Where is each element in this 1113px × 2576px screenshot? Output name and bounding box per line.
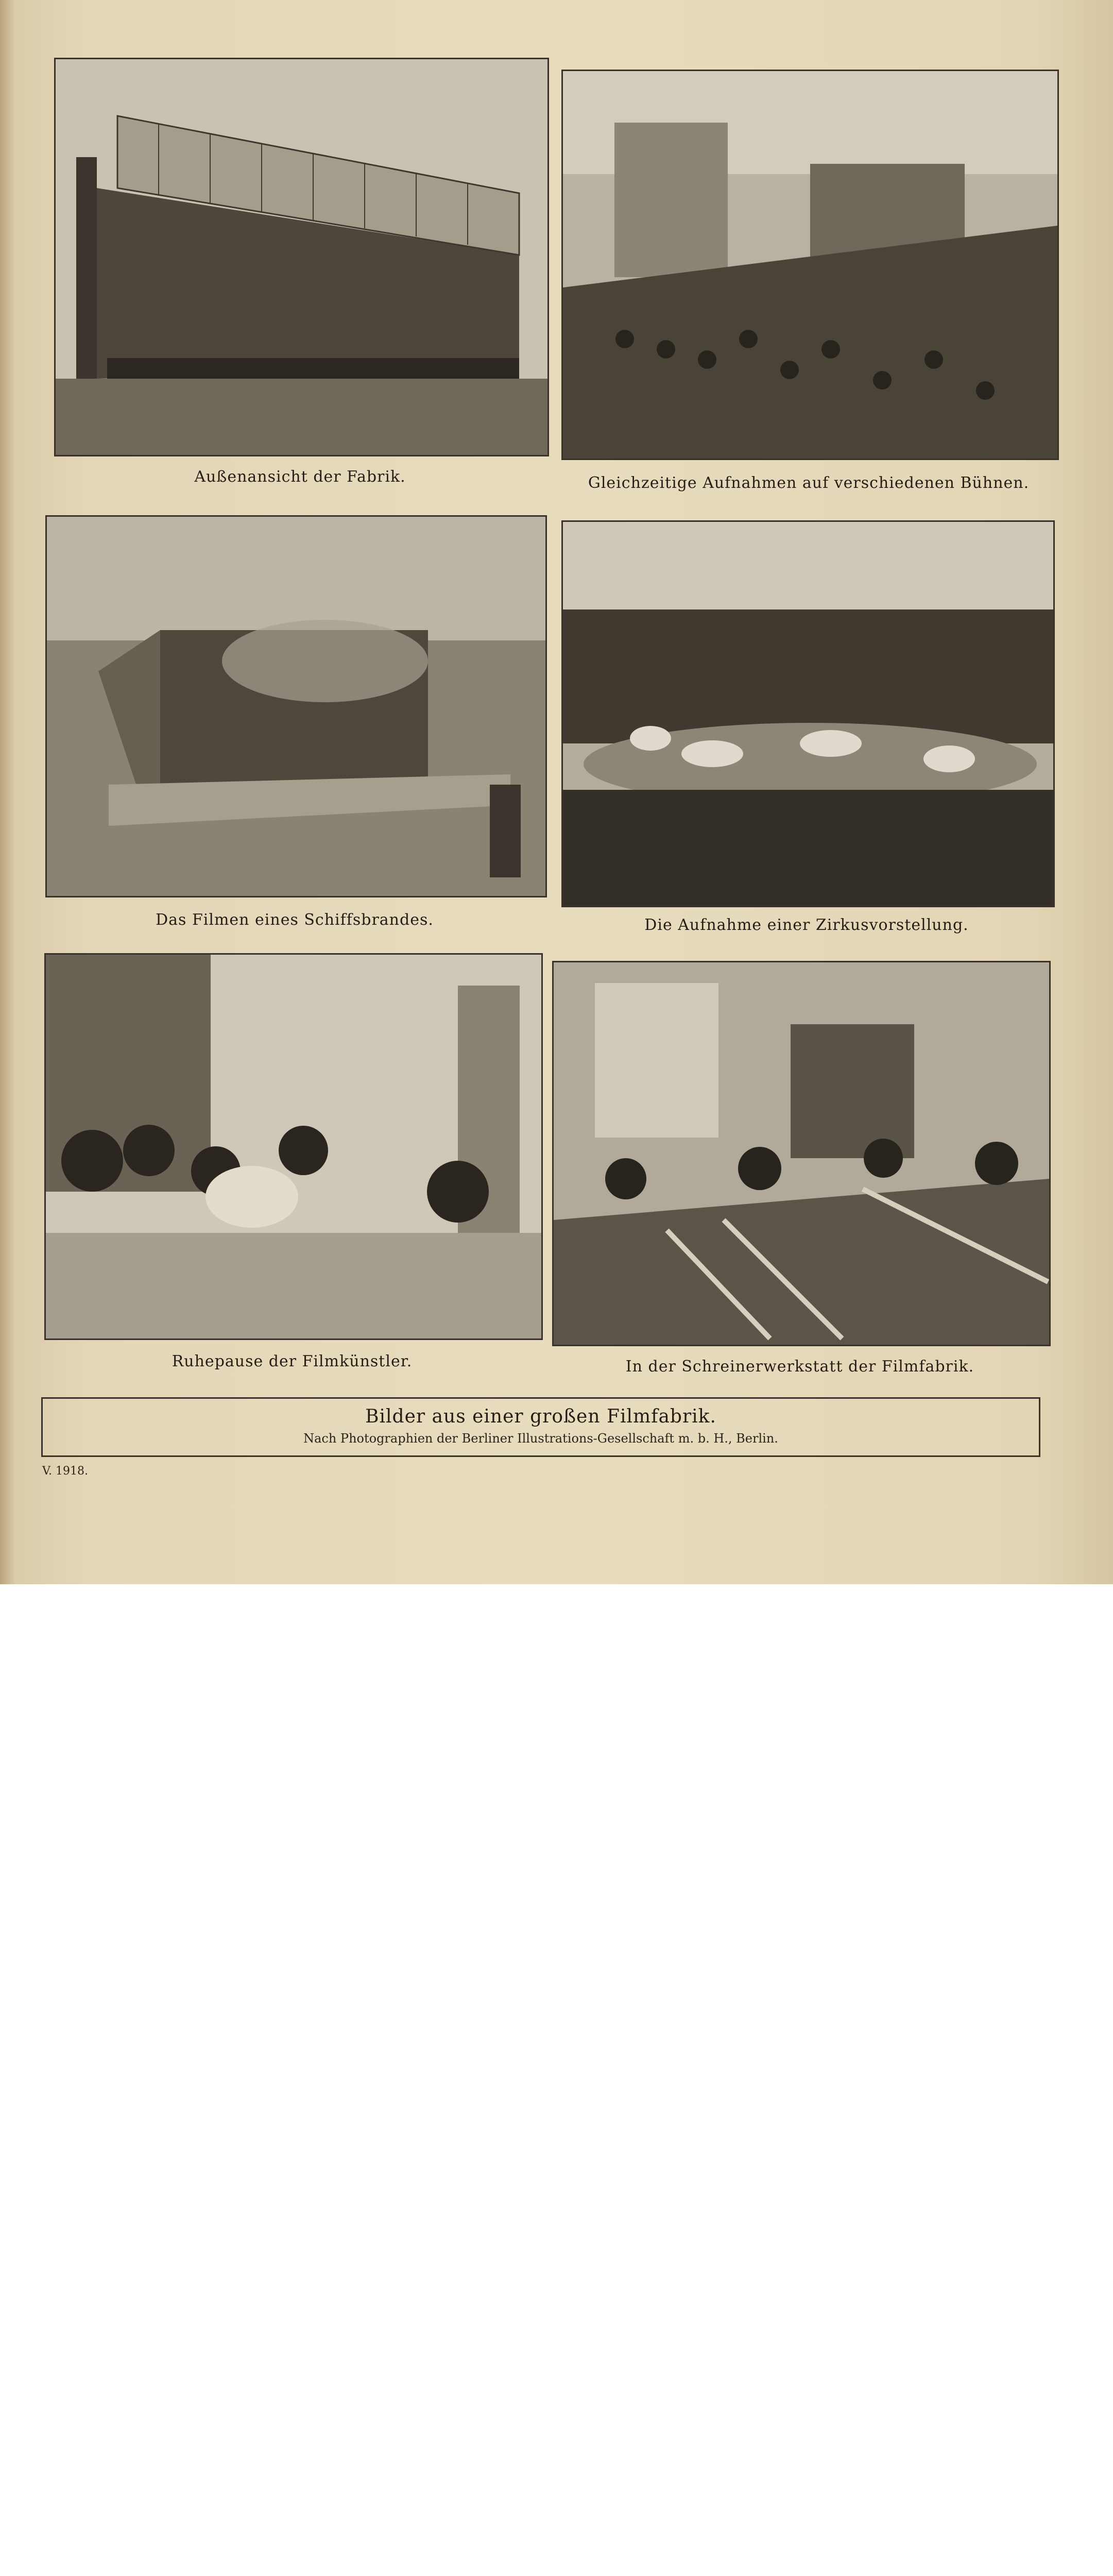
caption-factory-exterior: Außenansicht der Fabrik. <box>194 468 406 486</box>
photo-resting-actors <box>44 953 543 1340</box>
photo-multiple-stages <box>561 70 1059 460</box>
page-subtitle: Nach Photographien der Berliner Illustrations-Gesellschaft m. b. H., Berlin. <box>303 1431 778 1446</box>
caption-resting-actors: Ruhepause der Filmkünstler. <box>172 1352 413 1370</box>
photo-circus <box>561 520 1055 907</box>
page-title: Bilder aus einer großen Filmfabrik. <box>365 1406 716 1427</box>
title-box <box>41 1397 1040 1457</box>
photo-factory-exterior <box>54 58 549 456</box>
caption-ship-fire: Das Filmen eines Schiffsbrandes. <box>156 911 434 929</box>
caption-carpentry-workshop: In der Schreinerwerkstatt der Filmfabrik. <box>625 1358 974 1376</box>
photo-ship-fire <box>45 515 547 897</box>
caption-multiple-stages: Gleichzeitige Aufnahmen auf verschiedenen Bühnen. <box>588 474 1030 492</box>
footer <box>0 1584 1113 1665</box>
caption-circus: Die Aufnahme einer Zirkusvorstellung. <box>644 916 969 934</box>
page-mark: V. 1918. <box>42 1465 89 1478</box>
photo-carpentry-workshop <box>552 961 1051 1346</box>
